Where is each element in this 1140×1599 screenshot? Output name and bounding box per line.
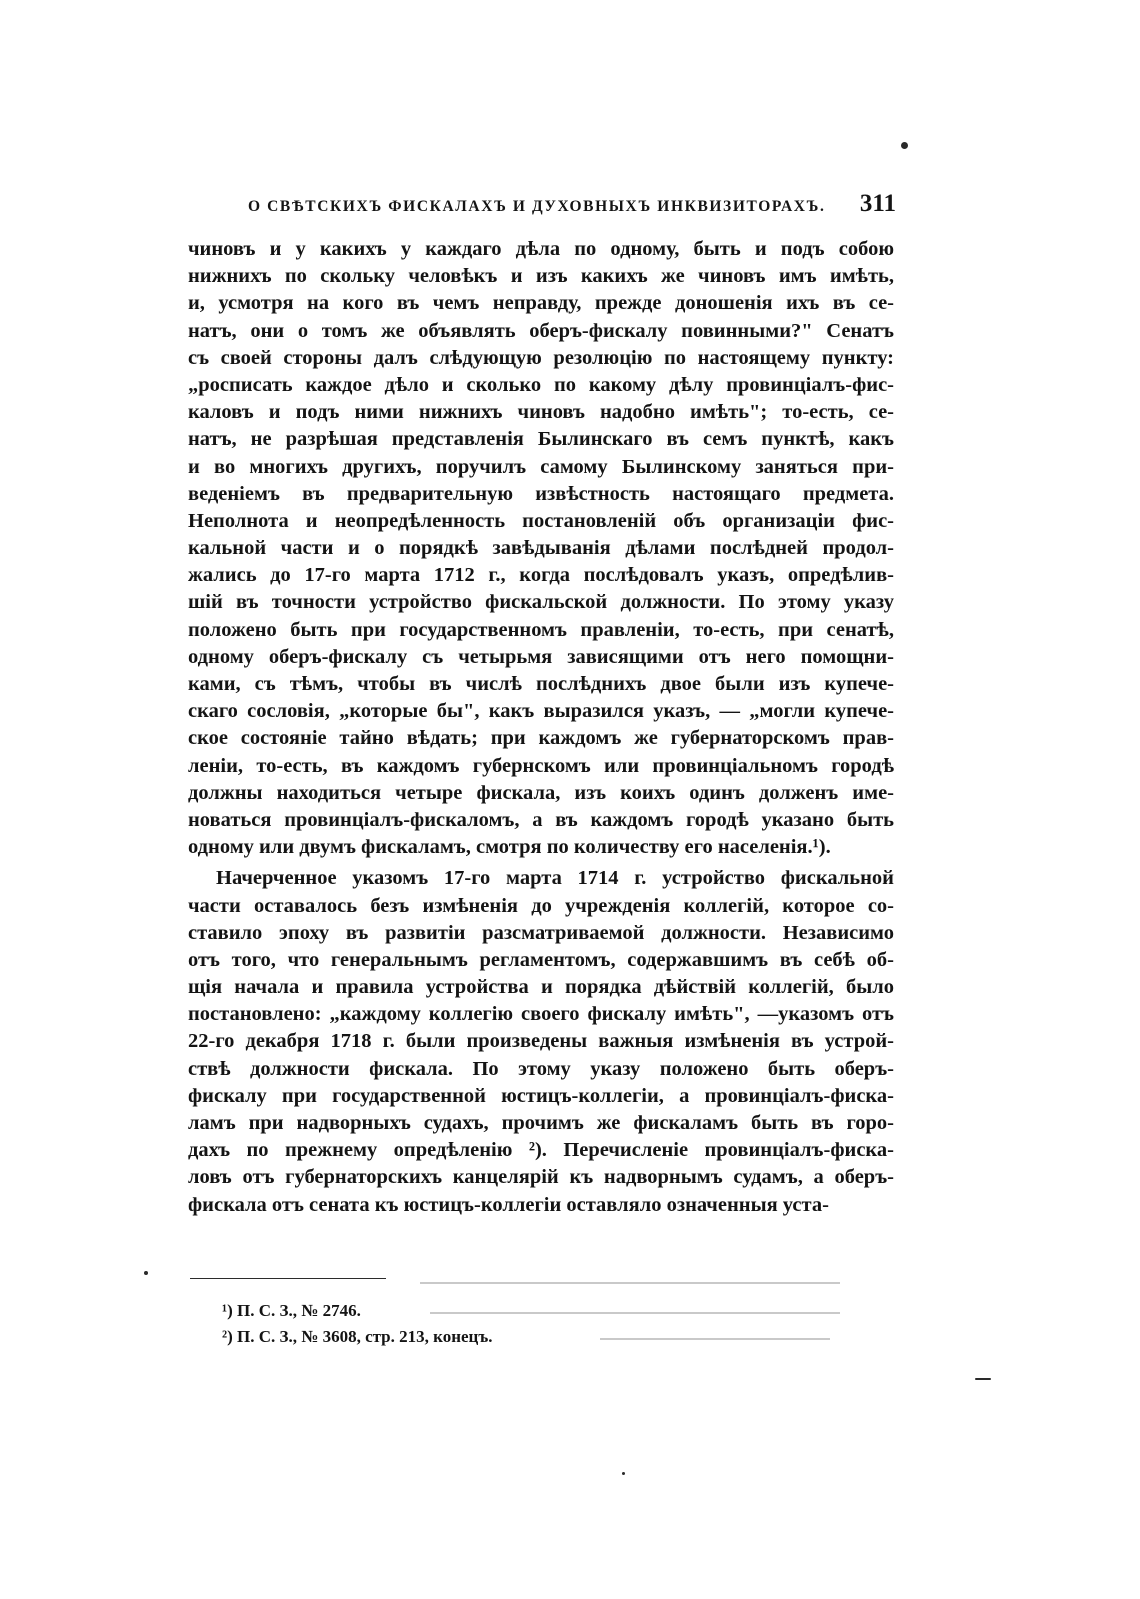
text-line: фискала отъ сената къ юстицъ-коллегіи оставляло означенныя уста- — [188, 1193, 829, 1216]
text-line: съ своей стороны далъ слѣдующую резолюцію по настоящему пункту: — [188, 346, 894, 369]
text-line: фискалу при государственной юстицъ-коллегіи, а провинціалъ-фиска- — [188, 1084, 894, 1107]
text-line: новаться провинціалъ-фискаломъ, а въ каждомъ городѣ указано быть — [188, 808, 894, 831]
text-line: каловъ и подъ ними нижнихъ чиновъ надобно имѣть"; то-есть, се- — [188, 401, 894, 424]
text-line: „росписать каждое дѣло и сколько по какому дѣлу провинціалъ-фис- — [188, 373, 894, 396]
text-line: леніи, то-есть, въ каждомъ губернскомъ или провинціальномъ городѣ — [188, 754, 894, 777]
running-head: О СВѢТСКИХЪ ФИСКАЛАХЪ И ДУХОВНЫХЪ ИНКВИЗИТОРАХЪ. — [248, 198, 826, 215]
text-line: ставило эпоху въ развитіи разсматриваемой должности. Независимо — [188, 921, 894, 944]
text-line: Начерченное указомъ 17-го марта 1714 г. устройство фискальной — [216, 867, 894, 890]
footnotes — [222, 1298, 582, 1350]
paragraph — [188, 865, 894, 1218]
text-line: одному оберъ-фискалу съ четырьмя зависящими отъ него помощни- — [188, 645, 894, 668]
text-line: ловъ отъ губернаторскихъ канцелярій къ надворнымъ судамъ, а оберъ- — [188, 1166, 894, 1189]
text-line: положено быть при государственномъ правленіи, то-есть, при сенатѣ, — [188, 618, 894, 641]
text-line: веденіемъ въ предварительную извѣстность настоящаго предмета. — [188, 482, 894, 505]
footnote: ¹) П. С. З., № 2746. — [222, 1301, 361, 1320]
text-line: щія начала и правила устройства и порядка дѣйствій коллегій, было — [188, 976, 894, 999]
text-line: постановлено: „каждому коллегію своего фискалу имѣть", —указомъ отъ — [188, 1003, 894, 1026]
text-line: ствѣ должности фискала. По этому указу положено быть оберъ- — [188, 1057, 894, 1080]
footnote-divider — [190, 1278, 386, 1279]
body-text — [188, 236, 894, 1219]
text-line: Неполнота и неопредѣленность постановленій объ организаціи фис- — [188, 509, 894, 532]
speck-mark — [622, 1472, 625, 1475]
text-line: натъ, не разрѣшая представленія Былинскаго въ семъ пунктѣ, какъ — [188, 428, 894, 451]
page-header — [248, 190, 896, 222]
footnote: ²) П. С. З., № 3608, стр. 213, конецъ. — [222, 1327, 493, 1346]
bleed-through-mark — [420, 1282, 840, 1284]
text-line: шій въ точности устройство фискальской должности. По этому указу — [188, 591, 894, 614]
speck-mark — [975, 1378, 991, 1380]
text-line: кальной части и о порядкѣ завѣдыванія дѣлами послѣдней продол- — [188, 537, 894, 560]
bleed-through-mark — [600, 1338, 830, 1340]
text-line: части оставалось безъ измѣненія до учрежденія коллегій, которое со- — [188, 894, 894, 917]
paragraph — [188, 236, 894, 861]
text-line: одному или двумъ фискаламъ, смотря по количеству его населенія.¹). — [188, 836, 831, 859]
text-line: чиновъ и у какихъ у каждаго дѣла по одному, быть и подъ собою — [188, 238, 894, 260]
text-line: и, усмотря на кого въ чемъ неправду, прежде доношенія ихъ въ се- — [188, 292, 894, 315]
text-line: натъ, они о томъ же объявлять оберъ-фискалу повинными?" Сенатъ — [188, 319, 894, 342]
page-number: 311 — [859, 190, 896, 217]
speck-mark — [144, 1271, 148, 1275]
speck-mark — [901, 142, 908, 149]
text-line: 22-го декабря 1718 г. были произведены важныя измѣненія въ устрой- — [188, 1030, 894, 1053]
text-line: и во многихъ другихъ, поручилъ самому Былинскому заняться при- — [188, 455, 894, 478]
text-line: скаго сословія, „которые бы", какъ выразился указъ, — „могли купече- — [188, 700, 894, 723]
text-line: ское состояніе тайно вѣдать; при каждомъ же губернаторскомъ прав- — [188, 727, 894, 750]
text-line: жались до 17-го марта 1712 г., когда послѣдовалъ указъ, опредѣлив- — [188, 564, 894, 587]
text-line: ламъ при надворныхъ судахъ, прочимъ же фискаламъ быть въ горо- — [188, 1112, 894, 1134]
text-line: дахъ по прежнему опредѣленію ²). Перечисленіе провинціалъ-фиска- — [188, 1139, 894, 1162]
text-line: должны находиться четыре фискала, изъ коихъ одинъ долженъ име- — [188, 781, 894, 804]
text-line: отъ того, что генеральнымъ регламентомъ, содержавшимъ въ себѣ об- — [188, 948, 894, 971]
text-line: нижнихъ по скольку человѣкъ и изъ какихъ же чиновъ имъ имѣть, — [188, 265, 894, 288]
text-line: ками, съ тѣмъ, чтобы въ числѣ послѣднихъ двое были изъ купече- — [188, 673, 894, 695]
